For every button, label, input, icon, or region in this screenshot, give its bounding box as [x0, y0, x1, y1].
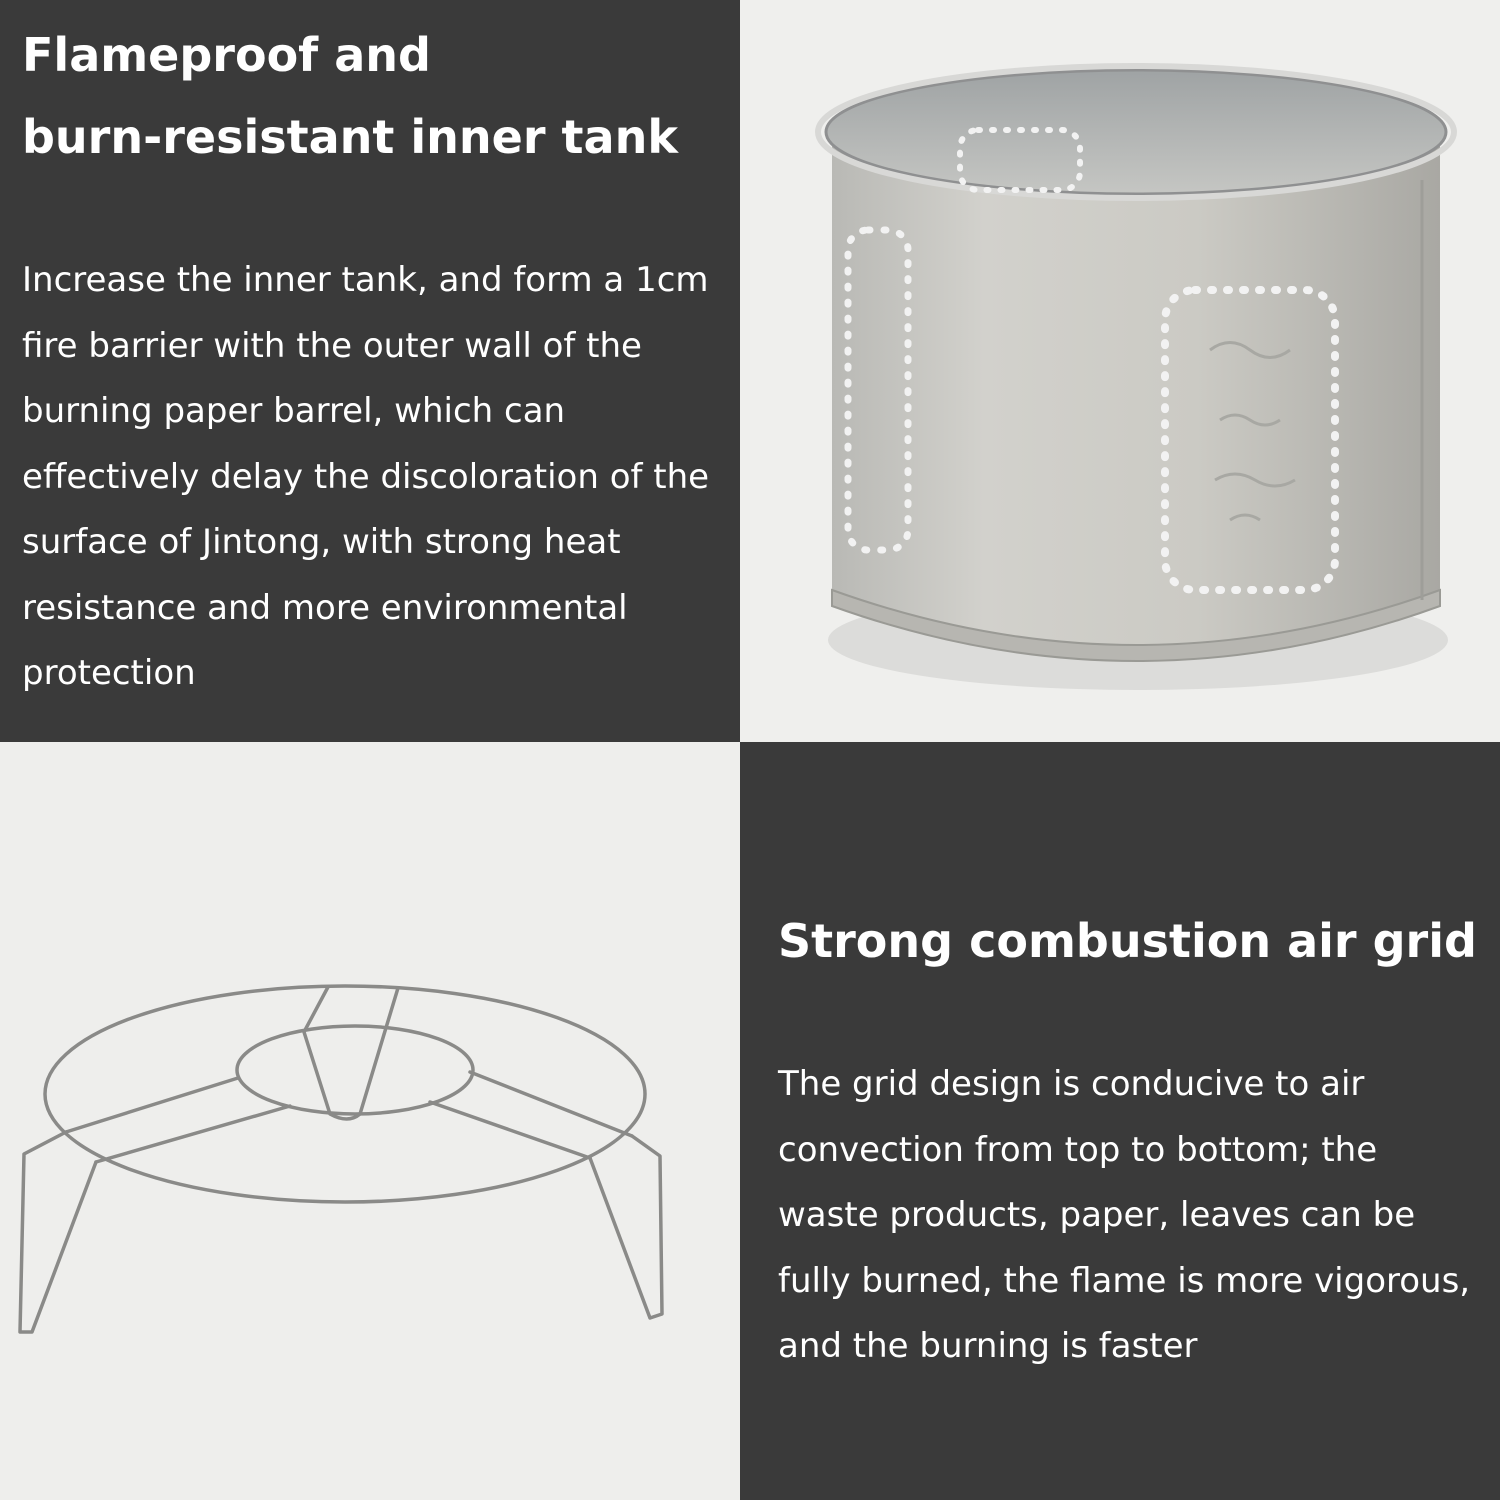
inner-tank-title-line1: Flameproof and: [22, 28, 431, 82]
galvanized-inner-tank-image: [740, 0, 1500, 742]
inner-tank-photo: [740, 0, 1500, 742]
inner-tank-text-panel: [0, 0, 740, 742]
air-grid-photo: [0, 742, 740, 1500]
air-grid-text-panel: [740, 742, 1500, 1500]
inner-tank-description: Increase the inner tank, and form a 1cm fire barrier with the outer wall of the burning paper barrel, which can effectively delay the discoloration of the surface of Jintong, with strong heat resistance and more environmental protection: [22, 260, 710, 693]
inner-tank-title-line2: burn-resistant inner tank: [22, 110, 678, 164]
wire-air-grid-image: [0, 742, 740, 1500]
air-grid-description: The grid design is conducive to air convection from top to bottom; the waste products, paper, leaves can be fully burned, the flame is more vigorous, and the burning is faster: [778, 1064, 1471, 1366]
inner-tank-heading: [22, 14, 678, 178]
air-grid-title: Strong combustion air grid: [778, 914, 1477, 968]
